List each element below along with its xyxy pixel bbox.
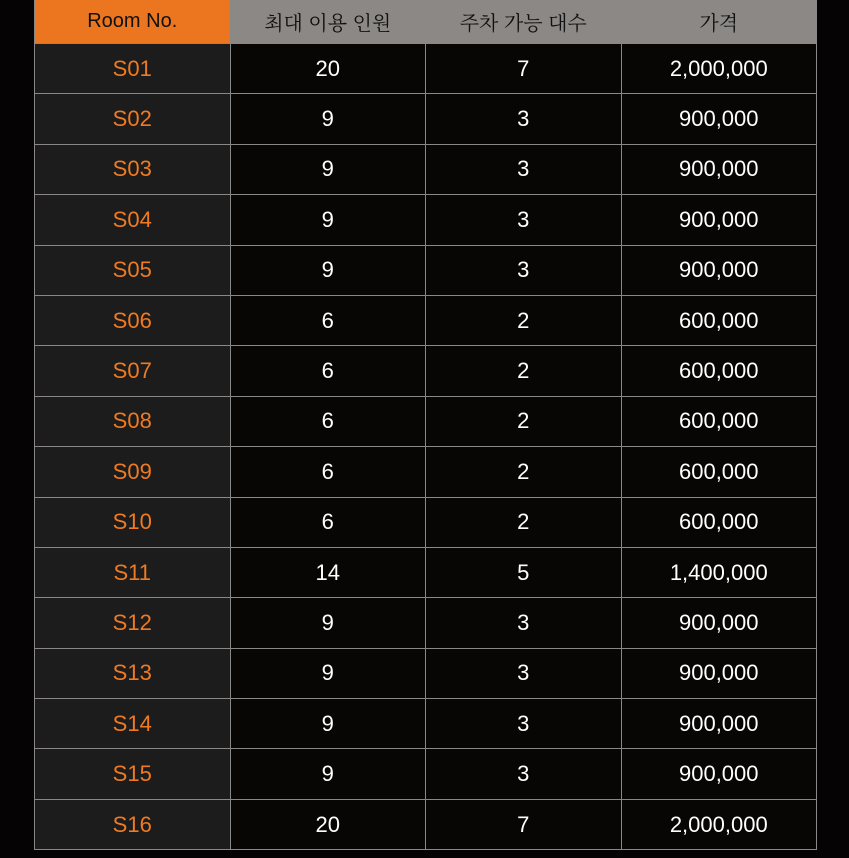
max-occupancy-cell: 9 (230, 648, 426, 698)
max-occupancy-cell: 20 (230, 799, 426, 849)
price-cell: 1,400,000 (621, 547, 817, 597)
price-cell: 2,000,000 (621, 799, 817, 849)
max-occupancy-cell: 6 (230, 295, 426, 345)
max-occupancy-cell: 6 (230, 346, 426, 396)
room-no-cell: S05 (35, 245, 231, 295)
room-pricing-table (34, 0, 817, 850)
table-row (35, 396, 817, 446)
max-occupancy-cell: 6 (230, 447, 426, 497)
header-price: 가격 (621, 0, 817, 44)
table-row (35, 245, 817, 295)
parking-cell: 3 (426, 699, 622, 749)
max-occupancy-cell: 9 (230, 245, 426, 295)
parking-cell: 2 (426, 295, 622, 345)
room-no-cell: S01 (35, 44, 231, 94)
room-no-cell: S14 (35, 699, 231, 749)
table-row (35, 447, 817, 497)
parking-cell: 5 (426, 547, 622, 597)
table-row (35, 44, 817, 94)
room-no-cell: S11 (35, 547, 231, 597)
price-cell: 600,000 (621, 497, 817, 547)
room-no-cell: S02 (35, 94, 231, 144)
parking-cell: 3 (426, 598, 622, 648)
table-row (35, 144, 817, 194)
parking-cell: 2 (426, 447, 622, 497)
parking-cell: 3 (426, 94, 622, 144)
price-cell: 900,000 (621, 749, 817, 799)
max-occupancy-cell: 9 (230, 598, 426, 648)
price-cell: 900,000 (621, 195, 817, 245)
room-no-cell: S10 (35, 497, 231, 547)
parking-cell: 2 (426, 396, 622, 446)
room-no-cell: S03 (35, 144, 231, 194)
table-row (35, 598, 817, 648)
parking-cell: 3 (426, 749, 622, 799)
room-no-cell: S12 (35, 598, 231, 648)
parking-cell: 2 (426, 346, 622, 396)
price-cell: 900,000 (621, 648, 817, 698)
table-row (35, 497, 817, 547)
header-max-occupancy: 최대 이용 인원 (230, 0, 426, 44)
parking-cell: 2 (426, 497, 622, 547)
parking-cell: 7 (426, 799, 622, 849)
header-room-no: Room No. (35, 0, 231, 44)
price-cell: 600,000 (621, 346, 817, 396)
parking-cell: 3 (426, 648, 622, 698)
table-row (35, 195, 817, 245)
parking-cell: 3 (426, 195, 622, 245)
table-row (35, 648, 817, 698)
room-no-cell: S09 (35, 447, 231, 497)
parking-cell: 7 (426, 44, 622, 94)
max-occupancy-cell: 9 (230, 144, 426, 194)
price-cell: 600,000 (621, 447, 817, 497)
price-cell: 900,000 (621, 699, 817, 749)
max-occupancy-cell: 20 (230, 44, 426, 94)
price-cell: 2,000,000 (621, 44, 817, 94)
table-row (35, 94, 817, 144)
room-no-cell: S15 (35, 749, 231, 799)
parking-cell: 3 (426, 245, 622, 295)
max-occupancy-cell: 9 (230, 749, 426, 799)
max-occupancy-cell: 9 (230, 699, 426, 749)
table-row (35, 699, 817, 749)
room-no-cell: S16 (35, 799, 231, 849)
header-parking-capacity: 주차 가능 대수 (426, 0, 622, 44)
max-occupancy-cell: 9 (230, 94, 426, 144)
parking-cell: 3 (426, 144, 622, 194)
room-no-cell: S13 (35, 648, 231, 698)
table-row (35, 749, 817, 799)
room-no-cell: S07 (35, 346, 231, 396)
room-no-cell: S08 (35, 396, 231, 446)
room-no-cell: S06 (35, 295, 231, 345)
price-cell: 600,000 (621, 396, 817, 446)
table-row (35, 346, 817, 396)
max-occupancy-cell: 14 (230, 547, 426, 597)
table-header-row (35, 0, 817, 44)
price-cell: 900,000 (621, 94, 817, 144)
room-no-cell: S04 (35, 195, 231, 245)
price-cell: 900,000 (621, 598, 817, 648)
table-row (35, 799, 817, 849)
table-row (35, 295, 817, 345)
table-row (35, 547, 817, 597)
price-cell: 600,000 (621, 295, 817, 345)
max-occupancy-cell: 9 (230, 195, 426, 245)
price-cell: 900,000 (621, 245, 817, 295)
price-cell: 900,000 (621, 144, 817, 194)
max-occupancy-cell: 6 (230, 497, 426, 547)
max-occupancy-cell: 6 (230, 396, 426, 446)
